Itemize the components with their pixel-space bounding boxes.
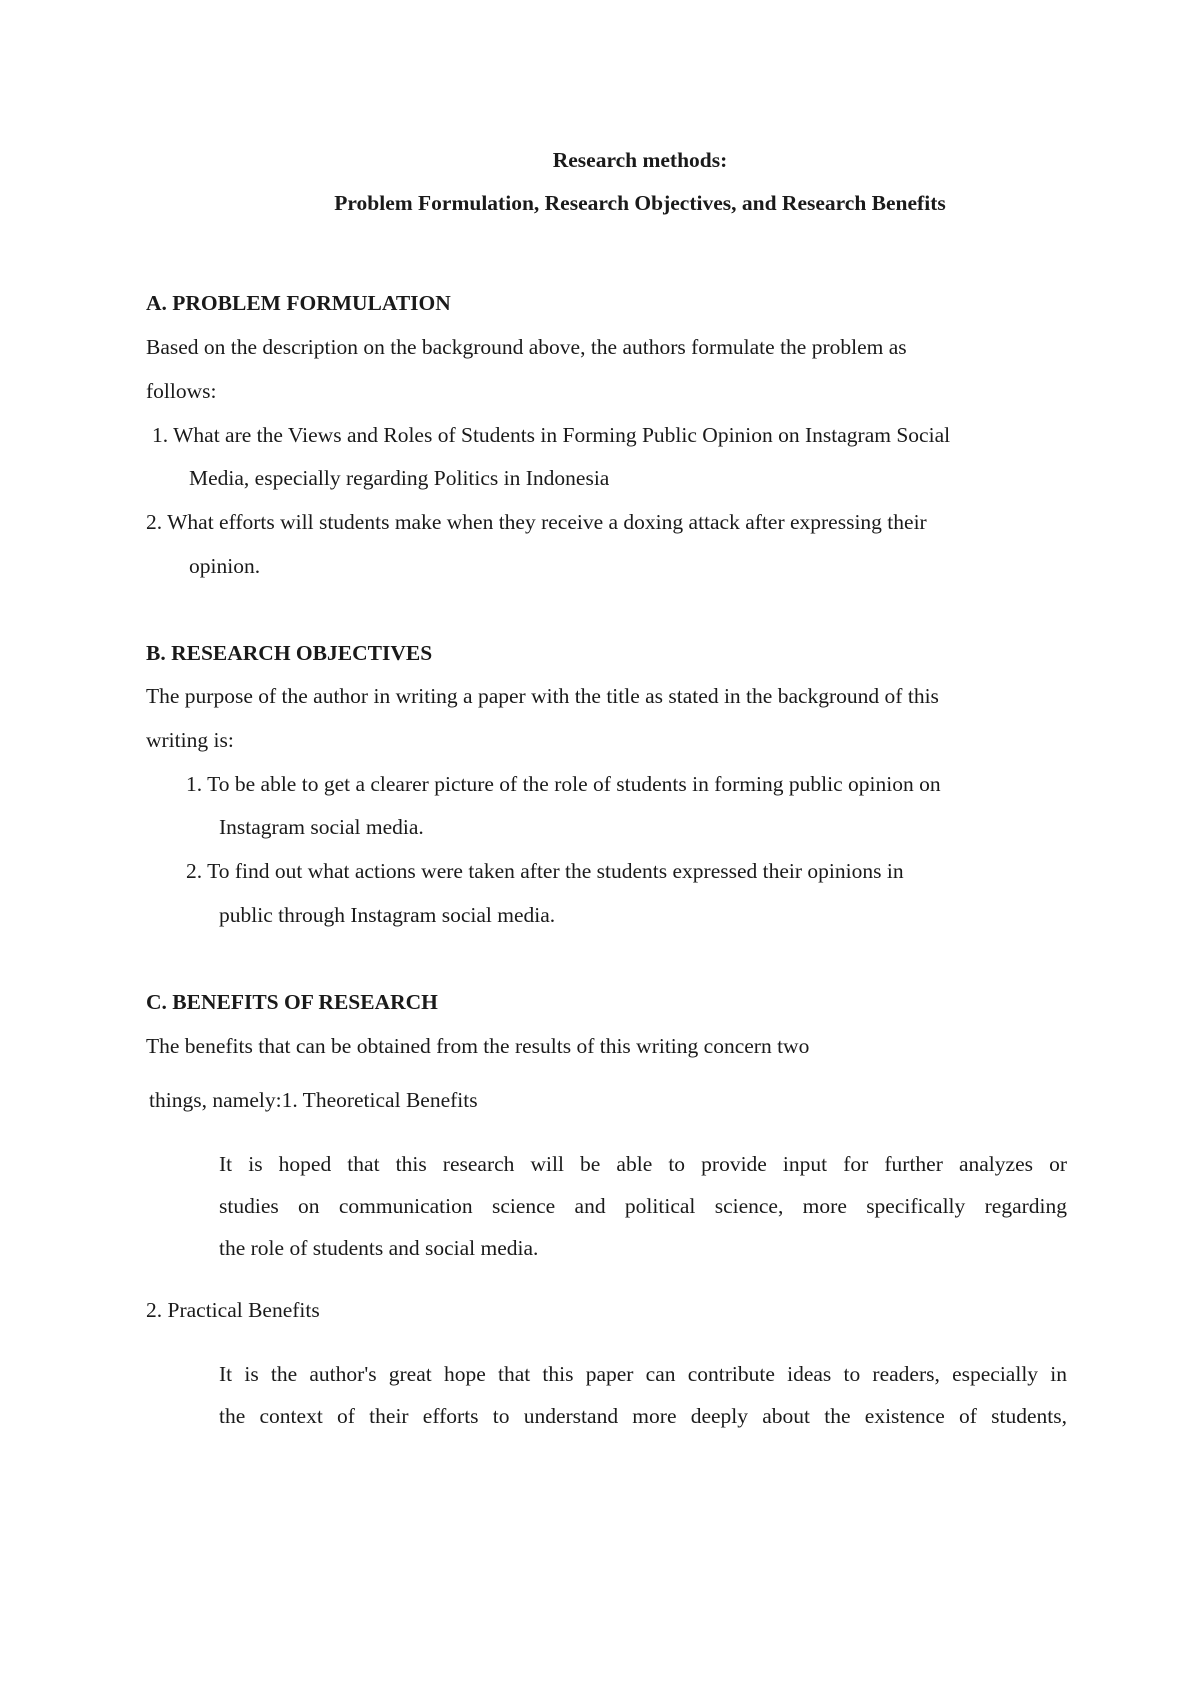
section-b-heading: B. RESEARCH OBJECTIVES bbox=[146, 641, 433, 665]
practical-benefits-heading: 2. Practical Benefits bbox=[146, 1298, 320, 1322]
section-c-intro-line2: things, namely:1. Theoretical Benefits bbox=[149, 1088, 478, 1112]
section-b-intro-line2: writing is: bbox=[146, 728, 234, 752]
section-a-item2-line1: 2. What efforts will students make when they receive a doxing attack after expressing their bbox=[146, 510, 927, 534]
section-a-intro-line1: Based on the description on the background above, the authors formulate the problem as bbox=[146, 335, 907, 359]
theoretical-benefits-paragraph bbox=[219, 1143, 1067, 1269]
document-subtitle: Problem Formulation, Research Objectives, and Research Benefits bbox=[334, 191, 946, 215]
practical-benefits-paragraph bbox=[219, 1353, 1067, 1437]
document-title: Research methods: bbox=[552, 148, 728, 172]
theoretical-para-line3: the role of students and social media. bbox=[219, 1236, 539, 1260]
section-b-item2-line1: 2. To find out what actions were taken after the students expressed their opinions in bbox=[186, 859, 904, 883]
theoretical-para-line2: studies on communication science and political science, more specifically regarding bbox=[219, 1194, 1067, 1218]
section-a-item1-line2: Media, especially regarding Politics in Indonesia bbox=[189, 466, 610, 490]
section-b-intro-line1: The purpose of the author in writing a paper with the title as stated in the background of this bbox=[146, 684, 939, 708]
section-c-heading: C. BENEFITS OF RESEARCH bbox=[146, 990, 438, 1014]
section-b-item1-line1: 1. To be able to get a clearer picture of the role of students in forming public opinion on bbox=[186, 772, 941, 796]
theoretical-para-line1: It is hoped that this research will be able to provide input for further analyzes or bbox=[219, 1152, 1067, 1176]
practical-para-line2: the context of their efforts to understand more deeply about the existence of students, bbox=[219, 1404, 1067, 1428]
section-b-item2-line2: public through Instagram social media. bbox=[219, 903, 556, 927]
section-a-item2-line2: opinion. bbox=[189, 554, 261, 578]
section-b-item1-line2: Instagram social media. bbox=[219, 815, 424, 839]
section-c-intro-line1: The benefits that can be obtained from the results of this writing concern two bbox=[146, 1034, 810, 1058]
section-a-intro-line2: follows: bbox=[146, 379, 217, 403]
section-a-heading: A. PROBLEM FORMULATION bbox=[146, 291, 451, 315]
practical-para-line1: It is the author's great hope that this paper can contribute ideas to readers, especially in bbox=[219, 1362, 1067, 1386]
section-a-item1-line1: 1. What are the Views and Roles of Students in Forming Public Opinion on Instagram Social bbox=[152, 423, 951, 447]
